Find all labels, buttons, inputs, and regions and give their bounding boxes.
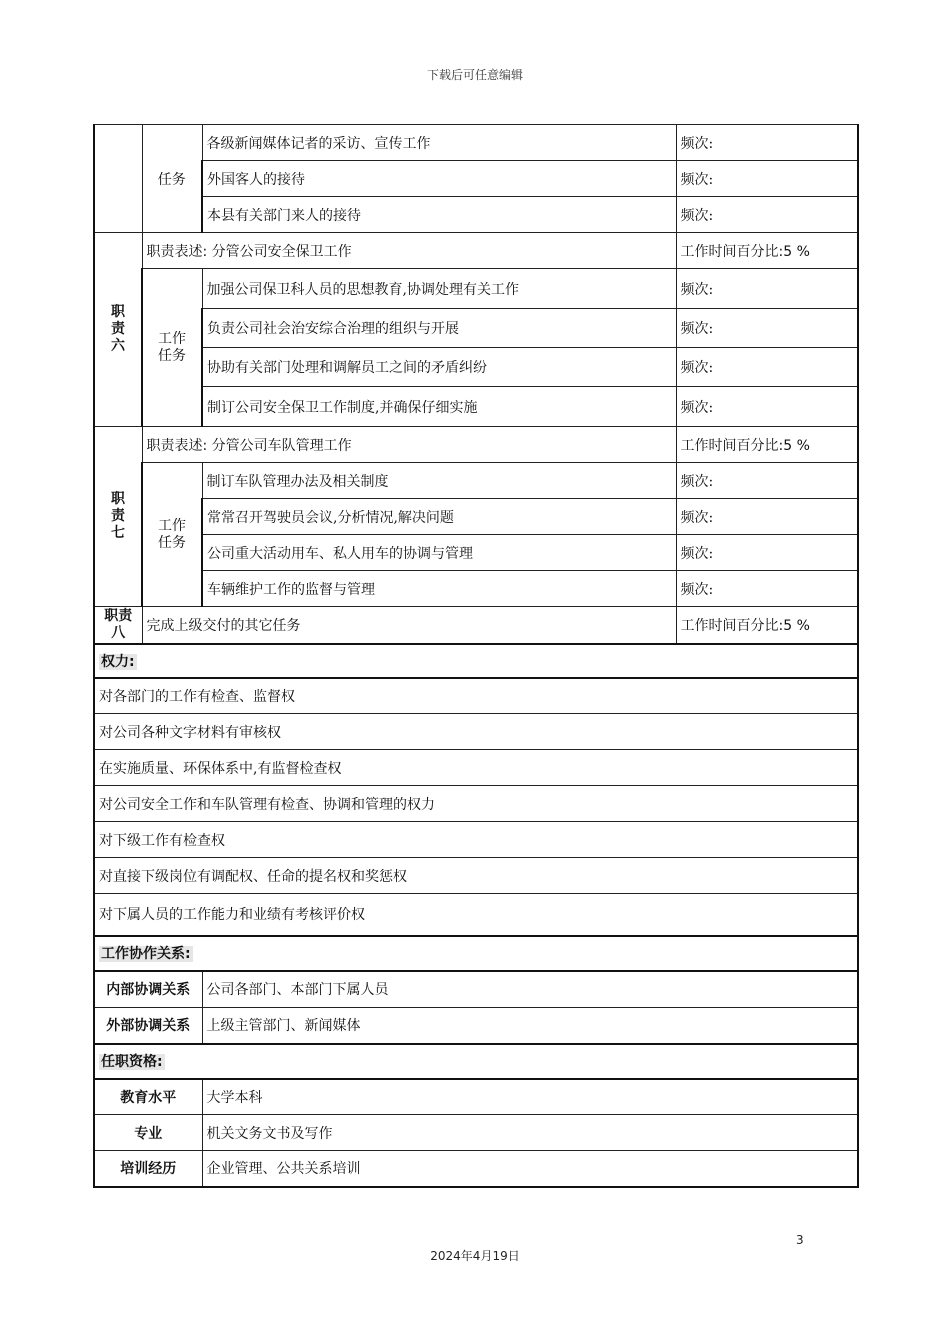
table-row [94, 1008, 858, 1044]
power-section-title: 权力: [94, 644, 858, 678]
task-frequency: 频次: [676, 309, 858, 348]
task-text: 协助有关部门处理和调解员工之间的矛盾纠纷 [202, 348, 676, 387]
duty-7-label: 职责七 [94, 427, 142, 607]
internal-relation-value: 公司各部门、本部门下属人员 [202, 971, 858, 1008]
power-item: 对下属人员的工作能力和业绩有考核评价权 [94, 894, 858, 936]
internal-relation-label: 内部协调关系 [94, 971, 202, 1008]
external-relation-value: 上级主管部门、新闻媒体 [202, 1008, 858, 1044]
table-row [94, 644, 858, 678]
power-item: 对公司安全工作和车队管理有检查、协调和管理的权力 [94, 786, 858, 822]
table-row [94, 348, 858, 387]
duty-7-percentage: 工作时间百分比:5 % [676, 427, 858, 463]
task-frequency: 频次: [676, 348, 858, 387]
duty-7-description: 职责表述: 分管公司车队管理工作 [142, 427, 676, 463]
education-label: 教育水平 [94, 1079, 202, 1115]
table-row [94, 161, 858, 197]
duty-label-continued [94, 125, 142, 233]
table-row [94, 197, 858, 233]
major-label: 专业 [94, 1115, 202, 1151]
table-row [94, 858, 858, 894]
table-row [94, 463, 858, 499]
duty-8-description: 完成上级交付的其它任务 [142, 607, 676, 644]
table-row [94, 678, 858, 714]
qualification-section-title: 任职资格: [94, 1044, 858, 1079]
relations-section-title: 工作协作关系: [94, 936, 858, 971]
table-row [94, 1151, 858, 1187]
power-item: 对公司各种文字材料有审核权 [94, 714, 858, 750]
training-label: 培训经历 [94, 1151, 202, 1187]
task-text: 制订公司安全保卫工作制度,并确保仔细实施 [202, 387, 676, 427]
table-row [94, 269, 858, 309]
task-frequency: 频次: [676, 535, 858, 571]
task-text: 外国客人的接待 [202, 161, 676, 197]
power-item: 在实施质量、环保体系中,有监督检查权 [94, 750, 858, 786]
external-relation-label: 外部协调关系 [94, 1008, 202, 1044]
table-row [94, 309, 858, 348]
duty-8-percentage: 工作时间百分比:5 % [676, 607, 858, 644]
page-number: 3 [796, 1233, 804, 1247]
table-row [94, 571, 858, 607]
duty-6-task-label: 工作任务 [142, 269, 202, 427]
power-item: 对直接下级岗位有调配权、任命的提名权和奖惩权 [94, 858, 858, 894]
footer-date: 2024年4月19日 [430, 1249, 520, 1263]
task-text: 加强公司保卫科人员的思想教育,协调处理有关工作 [202, 269, 676, 309]
table-row [94, 499, 858, 535]
table-row [94, 936, 858, 971]
table-row [94, 714, 858, 750]
duty-6-label: 职责六 [94, 233, 142, 427]
power-item: 对各部门的工作有检查、监督权 [94, 678, 858, 714]
task-frequency: 频次: [676, 499, 858, 535]
task-text: 各级新闻媒体记者的采访、宣传工作 [202, 125, 676, 161]
education-value: 大学本科 [202, 1079, 858, 1115]
power-item: 对下级工作有检查权 [94, 822, 858, 858]
table-row [94, 822, 858, 858]
task-frequency: 频次: [676, 161, 858, 197]
duty-6-description: 职责表述: 分管公司安全保卫工作 [142, 233, 676, 269]
table-row [94, 894, 858, 936]
table-row [94, 1115, 858, 1151]
table-row [94, 607, 858, 644]
table-row [94, 233, 858, 269]
duty-7-task-label: 工作任务 [142, 463, 202, 607]
task-text: 常常召开驾驶员会议,分析情况,解决问题 [202, 499, 676, 535]
training-value: 企业管理、公共关系培训 [202, 1151, 858, 1187]
job-description-table [93, 124, 859, 1188]
task-text: 负责公司社会治安综合治理的组织与开展 [202, 309, 676, 348]
table-row [94, 125, 858, 161]
table-row [94, 535, 858, 571]
table-row [94, 427, 858, 463]
table-row [94, 750, 858, 786]
task-frequency: 频次: [676, 571, 858, 607]
task-frequency: 频次: [676, 463, 858, 499]
table-row [94, 1044, 858, 1079]
task-label: 任务 [142, 125, 202, 233]
page-header: 下载后可任意编辑 [426, 68, 523, 82]
major-value: 机关文务文书及写作 [202, 1115, 858, 1151]
task-text: 本县有关部门来人的接待 [202, 197, 676, 233]
task-frequency: 频次: [676, 197, 858, 233]
duty-6-percentage: 工作时间百分比:5 % [676, 233, 858, 269]
table-row [94, 971, 858, 1008]
table-row [94, 1079, 858, 1115]
task-text: 制订车队管理办法及相关制度 [202, 463, 676, 499]
table-row [94, 387, 858, 427]
task-frequency: 频次: [676, 269, 858, 309]
task-frequency: 频次: [676, 125, 858, 161]
duty-8-label: 职责八 [94, 607, 142, 644]
task-text: 公司重大活动用车、私人用车的协调与管理 [202, 535, 676, 571]
table-row [94, 786, 858, 822]
task-text: 车辆维护工作的监督与管理 [202, 571, 676, 607]
task-frequency: 频次: [676, 387, 858, 427]
